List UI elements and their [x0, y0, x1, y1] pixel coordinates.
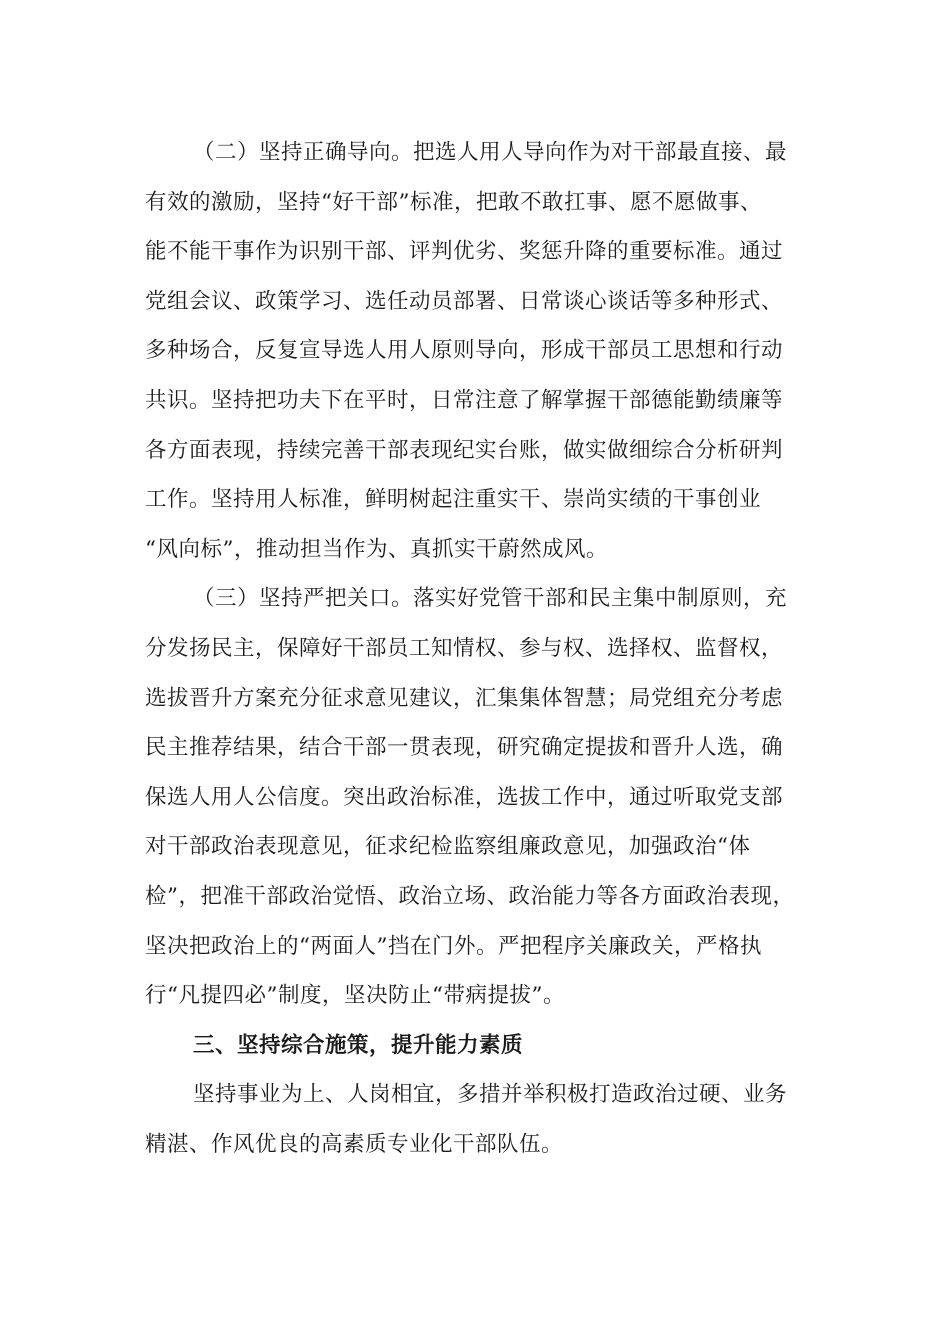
- paragraph-2-line-4: 民主推荐结果，结合干部一贯表现，研究确定提拔和晋升人选，确: [145, 735, 784, 761]
- paragraph-2-line-5: 保选人用人公信度。突出政治标准，选拔工作中，通过听取党支部: [145, 784, 784, 810]
- paragraph-2-line-2: 分发扬民主，保障好干部员工知情权、参与权、选择权、监督权，: [145, 635, 784, 661]
- paragraph-4-line-2: 精湛、作风优良的高素质专业化干部队伍。: [145, 1131, 564, 1157]
- paragraph-2-line-1: （三）坚持严把关口。落实好党管干部和民主集中制原则，充: [193, 586, 788, 612]
- document-page: [145, 128, 813, 1169]
- paragraph-1-line-1: （二）坚持正确导向。把选人用人导向作为对干部最直接、最: [193, 140, 788, 165]
- paragraph-1-line-6: 共识。坚持把功夫下在平时，日常注意了解掌握干部德能勤绩廉等: [145, 387, 784, 413]
- paragraph-2-line-6: 对干部政治表现意见，征求纪检监察组廉政意见，加强政治“体: [145, 834, 751, 860]
- paragraph-2-line-8: 坚决把政治上的“两面人”挡在门外。严把程序关廉政关，严格执: [145, 933, 762, 959]
- section-heading: 三、坚持综合施策，提升能力素质: [193, 1032, 524, 1058]
- paragraph-1-line-2: 有效的激励，坚持“好干部”标准，把敢不敢扛事、愿不愿做事、: [145, 189, 762, 215]
- paragraph-2-line-9: 行“凡提四必”制度，坚决防止“带病提拔”。: [145, 983, 565, 1009]
- paragraph-2-line-3: 选拔晋升方案充分征求意见建议，汇集集体智慧；局党组充分考虑: [145, 685, 784, 711]
- paragraph-1-line-9: “风向标”，推动担当作为、真抓实干蔚然成风。: [145, 536, 608, 562]
- paragraph-2-line-7: 检”，把准干部政治觉悟、政治立场、政治能力等各方面政治表现，: [145, 883, 795, 909]
- paragraph-1-line-4: 党组会议、政策学习、选任动员部署、日常谈心谈话等多种形式、: [145, 288, 784, 314]
- paragraph-4-line-1: 坚持事业为上、人岗相宜，多措并举积极打造政治过硬、业务: [193, 1082, 788, 1108]
- paragraph-1-line-7: 各方面表现，持续完善干部表现纪实台账，做实做细综合分析研判: [145, 437, 784, 463]
- paragraph-1-line-5: 多种场合，反复宣导选人用人原则导向，形成干部员工思想和行动: [145, 338, 784, 364]
- paragraph-1-line-8: 工作。坚持用人标准，鲜明树起注重实干、崇尚实绩的干事创业: [145, 487, 762, 513]
- paragraph-1-line-3: 能不能干事作为识别干部、评判优劣、奖惩升降的重要标准。通过: [145, 239, 784, 265]
